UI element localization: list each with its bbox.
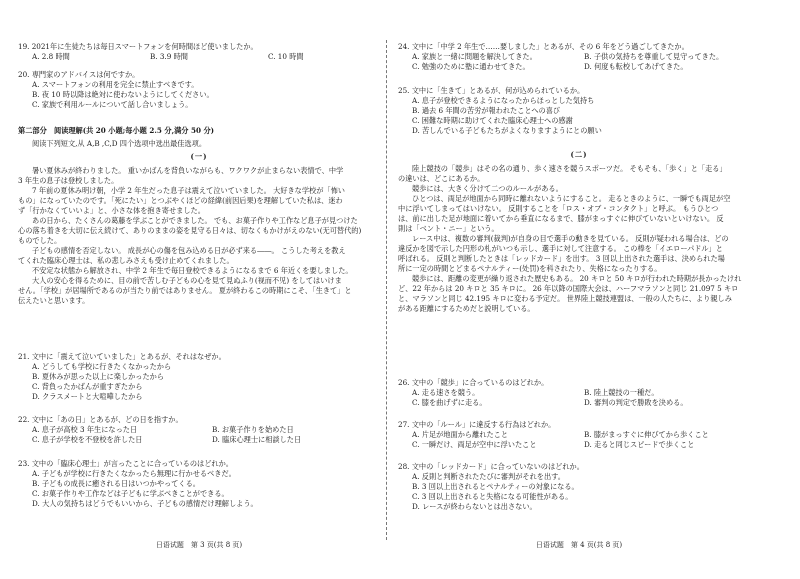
option-a: A. スマートフォンの利用を完全に禁止すべきです。	[32, 80, 199, 89]
question-23	[18, 459, 380, 509]
option-row	[398, 388, 760, 398]
question-20	[18, 70, 380, 110]
option-row	[398, 440, 760, 450]
passage-line: 則は「ベント・ニー」という。	[398, 224, 499, 233]
option-b: B. 子どもの成長に癒される日はいつかやってくる。	[32, 479, 200, 488]
option-row	[398, 62, 760, 72]
passage-line: 違反かを図で示した円形の札がいつも示し、選手に対して注意する。 この棒を「イエローパドル」と	[398, 244, 723, 253]
option-b: B. 3 回以上出されるとペナルティーの対象になる。	[412, 482, 579, 491]
passage-line: 子どもの感情を否定しない。 成長が心の傷を包み込める日が必ず来る――。 こうした考えを教え	[32, 246, 346, 255]
question-22	[18, 415, 380, 445]
passage-line: 心の落ち着きを大切に伝え続けて、ありのままの姿を見守る日々は、切なくもかけがえのない(无可替代的)	[18, 226, 362, 235]
question-stem: 25. 文中に「生きて」とあるが、何が込められているか。	[398, 86, 585, 95]
question-stem: 24. 文中に「中学 2 年生で……要しました」とあるが、その 6 年をどう過ごしてきたか。	[398, 42, 689, 51]
passage-line: がある距離にするためだと説明している。	[398, 304, 535, 313]
option-d: D. 審判の判定で勝敗を決める。	[584, 398, 688, 407]
option-d: D. レースが終わらないとは出さない。	[412, 502, 537, 511]
option-b: B. 夜 10 時以降は絶対に使わないようにしてください。	[32, 90, 214, 99]
passage-line: 不安定な状態から解放され、中学 2 年生で毎日登校できるようになるまで 6 年近くを要しました。	[32, 266, 353, 275]
passage-line: 呼ばれる。 反則と判断したときは「レッドカード」を出す。 3 回以上出された選手は、決められた場	[398, 254, 725, 263]
passage-line: 競歩には、大きく分けて二つのルールがある。	[412, 184, 563, 193]
passage-line: ひとつは、両足が地面から同時に離れないようにすること。 走るときのように、一瞬でも両足が空	[412, 194, 731, 203]
option-row	[18, 425, 380, 435]
passage-line: は、前に出した足が地面に着いてから垂直になるまで、膝がまっすぐに伸びていないといけない。 反	[398, 214, 724, 223]
option-a: A. 息子が高校 3 年生になった日	[32, 425, 138, 434]
option-a: A. 息子が登校できるようになったからほっとした気持ち	[412, 96, 595, 105]
option-d: D. 何度も転校してあげてきた。	[584, 62, 688, 71]
passage-line: ど、22 年からは 20 キロと 35 キロに。 26 年以降の国際大会は、ハーフマラソンと同じ 21.097 5 キロ	[398, 284, 739, 293]
question-stem: 26. 文中の「競歩」に合っているのはどれか。	[398, 378, 549, 387]
option-row	[398, 52, 760, 62]
option-d: D. 大人の気持ちはどうでもいいから、子どもの感情だけ理解しよう。	[32, 499, 258, 508]
question-28	[398, 462, 760, 512]
option-c: C. お菓子作りや工作などは子どもに学ぶべきことができる。	[32, 489, 229, 498]
option-b: B. お菓子作りを始めた日	[212, 425, 294, 434]
option-c: C. 3 回以上出されると失格になる可能性がある。	[412, 492, 573, 501]
passage-line: の違いは、どこにあるか。	[398, 174, 485, 183]
question-19	[18, 42, 380, 62]
question-stem: 19. 2021年に生徒たちは毎日スマートフォンを何時間ほど使いましたか。	[18, 42, 258, 51]
passage-line: せん。「学校」が居場所であるのが当たり前ではありません。 夏が終わるこの時期にこそ、「生きて」と	[18, 286, 352, 295]
passage-label: (一)	[190, 152, 208, 161]
passage-line: もの」になっていたのです。「死にたい」とつぶやくほどの経緯(前因后果)を理解していた私は、迷わ	[18, 196, 343, 205]
option-row	[18, 435, 380, 445]
question-stem: 27. 文中の「ルール」に違反する行為はどれか。	[398, 420, 556, 429]
passage-line: 所に一定の時間とどまるペナルティー(处罚)を科されたり、失格になったりする。	[398, 264, 662, 273]
passage-label: (二)	[570, 150, 588, 159]
option-a: A. 反則と判断されたたびに審判がそれを出す。	[412, 472, 565, 481]
passage-line: 中に浮いてしまってはいけない。 反則することを「ロス・オブ・コンタクト」と呼ぶ。 もうひとつ	[398, 204, 719, 213]
option-d: D. 臨床心理士に相談した日	[212, 435, 302, 444]
option-c: C. 困難な時期に助けてくれた臨床心理士への感謝	[412, 116, 573, 125]
passage-line: 暑い夏休みが終わりました。 重いかばんを背負いながらも、ワクワクが止まらない表情で、中学	[32, 166, 344, 175]
section-instruction: 阅读下列短文,从 A,B ,C,D 四个选项中选出最佳选项。	[32, 139, 207, 148]
passage-line: レース中は、複数の審判(裁判)が自身の目で選手の動きを見ている。 反則が疑われる場合は、どの	[412, 234, 729, 243]
question-26	[398, 378, 760, 408]
option-c: C. 一瞬だけ、両足が空中に浮いたこと	[412, 440, 537, 449]
passage-one	[18, 152, 380, 306]
passage-line: ものでした。	[18, 236, 62, 245]
option-a: A. 片足が地面から離れたこと	[412, 430, 509, 439]
option-d: D. 苦しんでいる子どもたちがよくなりますようにとの願い	[412, 126, 602, 135]
question-stem: 28. 文中の「レッドカード」に合っていないのはどれか。	[398, 462, 584, 471]
passage-two	[398, 150, 760, 314]
question-24	[398, 42, 760, 72]
passage-line: 7 年前の夏休み明け朝，小学 2 年生だった息子は震えて泣いていました。 大好きな学校が「怖い	[32, 186, 345, 195]
left-page	[18, 0, 380, 579]
option-b: B. 膝がまっすぐに伸びてから歩くこと	[584, 430, 709, 439]
option-c: C. 息子が学校を不登校を許した日	[32, 435, 143, 444]
right-page	[398, 0, 760, 579]
passage-line: 大人の安心を得るために、目の前で苦しむ子どもの心を見て見ぬふり(视而不见) をしてはいけま	[32, 276, 342, 285]
question-27	[398, 420, 760, 450]
page-footer: 日语试题 第 3 页(共 8 页)	[155, 541, 243, 549]
option-c: C. 10 時間	[268, 52, 304, 61]
option-a: A. 2.8 時間	[32, 52, 70, 61]
section-heading: 第二部分 阅读理解(共 20 小题;每小题 2.5 分,满分 50 分)	[18, 126, 215, 135]
option-d: D. 走ると同じスピードで歩くこと	[584, 440, 695, 449]
option-a: A. どうしても学校に行きたくなかったから	[32, 362, 172, 371]
option-d: D. クラスメートと大喧嘩したから	[32, 392, 143, 401]
passage-line: 陸上競技の「競歩」はその名の通り、歩く速さを競うスポーツだ。 そもそも、「歩く」と「走る」	[412, 164, 727, 173]
passage-line: 3 年生の息子は登校しました。	[18, 176, 119, 185]
option-row	[398, 398, 760, 408]
option-c: C. 勉強のために塾に通わせてきた。	[412, 62, 530, 71]
question-stem: 22. 文中に「あの日」とあるが、どの日を指すか。	[18, 415, 183, 424]
passage-line: あの日から、たくさんの葛藤を学ぶことができました。 でも、お菓子作りや工作など息子が見つけた	[32, 216, 358, 225]
option-a: A. 子どもが学校に行きたくなかったら無理に行かせるべきだ。	[32, 469, 236, 478]
question-stem: 21. 文中に「震えて泣いていました」とあるが、それはなぜか。	[18, 352, 226, 361]
option-b: B. 過去 6 年間の苦労が報われたことへの喜び	[412, 106, 561, 115]
option-a: A. 家族と一緒に問題を解決してきた。	[412, 52, 537, 61]
option-row	[398, 430, 760, 440]
part-two-header	[18, 126, 380, 149]
option-b: B. 陸上競技の一種だ。	[584, 388, 659, 397]
question-stem: 23. 文中の「臨床心理士」が言ったことに合っているのはどれか。	[18, 459, 233, 468]
passage-line: と、マラソンと同じ 42.195 キロに変わる予定だ。 世界陸上競技連盟は、一般の人たちに、より親しみ	[398, 294, 732, 303]
passage-line: 伝えたいと思います。	[18, 296, 90, 305]
option-b: B. 夏休みが思った以上に楽しかったから	[32, 372, 165, 381]
option-b: B. 3.9 時間	[150, 52, 188, 61]
option-row	[18, 52, 380, 62]
page-footer: 日语试题 第 4 页(共 8 页)	[535, 541, 623, 549]
option-a: A. 走る速さを競う。	[412, 388, 480, 397]
question-21	[18, 352, 380, 402]
question-25	[398, 86, 760, 136]
option-c: C. 膝を曲げずに走る。	[412, 398, 487, 407]
option-c: C. 背負ったかばんが重すぎたから	[32, 382, 143, 391]
passage-line: 競歩には、距離の変更が繰り返された歴史もある。 20 キロと 50 キロが行われた時期が長かったけれ	[412, 274, 742, 283]
option-c: C. 家族で利用ルールについて話し合いましょう。	[32, 100, 193, 109]
question-stem: 20. 専門家のアドバイスは何ですか。	[18, 70, 140, 79]
option-b: B. 子供の気持ちを尊重して見守ってきた。	[584, 52, 724, 61]
passage-line: ず「行かなくていいよ」と、小さな体を抱き寄せました。	[18, 206, 205, 215]
passage-line: てくれた臨床心理士は、私の悲しみさえも受け止めてくれました。	[18, 256, 234, 265]
column-divider	[386, 40, 387, 540]
